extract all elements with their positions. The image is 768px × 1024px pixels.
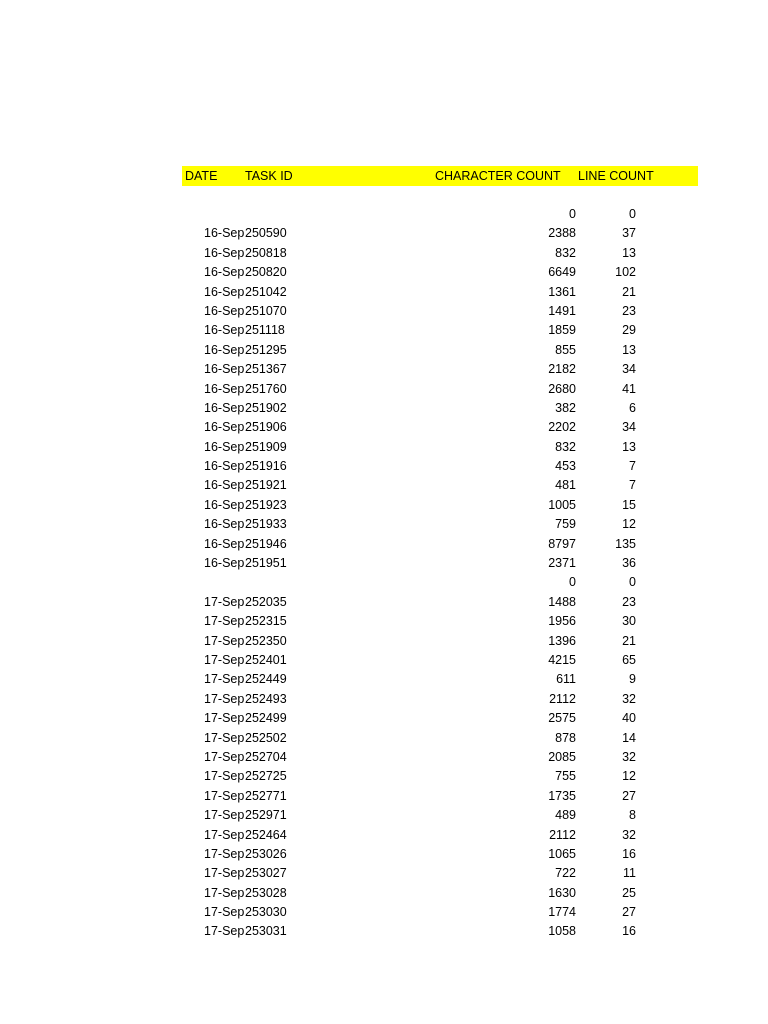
task-id-cell: 251367 — [245, 362, 287, 377]
character-count-cell: 0 — [569, 575, 576, 590]
line-count-cell: 32 — [622, 749, 636, 764]
line-count-cell: 7 — [629, 478, 636, 493]
task-id-cell: 253031 — [245, 924, 287, 939]
line-count-cell: 21 — [622, 633, 636, 648]
character-count-cell: 2371 — [548, 556, 576, 571]
table-row: 17-Sep 252771 1735 27 — [0, 787, 768, 806]
task-id-cell: 250818 — [245, 245, 287, 260]
line-count-cell: 12 — [622, 769, 636, 784]
task-id-cell: 251909 — [245, 439, 287, 454]
header-row — [182, 166, 698, 186]
task-id-cell: 252035 — [245, 594, 287, 609]
table-row: 17-Sep 252704 2085 32 — [0, 748, 768, 767]
character-count-cell: 832 — [555, 439, 576, 454]
line-count-cell: 16 — [622, 924, 636, 939]
character-count-cell: 722 — [555, 866, 576, 881]
character-count-cell: 1774 — [548, 905, 576, 920]
task-id-cell: 252771 — [245, 788, 287, 803]
header-task-id: TASK ID — [245, 169, 293, 183]
line-count-cell: 0 — [629, 207, 636, 221]
task-id-cell: 251916 — [245, 459, 287, 474]
header-date: DATE — [185, 169, 218, 183]
table-row: 17-Sep 253031 1058 16 — [0, 922, 768, 941]
task-id-cell: 252401 — [245, 652, 287, 667]
table-row — [0, 573, 768, 592]
character-count-cell: 1396 — [548, 633, 576, 648]
character-count-cell: 1488 — [548, 594, 576, 609]
line-count-cell: 27 — [622, 788, 636, 803]
character-count-cell: 8797 — [548, 536, 576, 551]
character-count-cell: 611 — [556, 672, 576, 687]
task-id-cell: 251946 — [245, 536, 287, 551]
line-count-cell: 25 — [622, 885, 636, 900]
task-id-cell: 253027 — [245, 866, 287, 881]
character-count-cell: 1491 — [548, 303, 576, 318]
line-count-cell: 34 — [622, 420, 636, 435]
task-id-cell: 253030 — [245, 905, 287, 920]
character-count-cell: 2388 — [548, 226, 576, 241]
character-count-cell: 855 — [555, 342, 576, 357]
task-id-cell: 251933 — [245, 517, 287, 532]
task-id-cell: 252350 — [245, 633, 287, 648]
task-id-cell: 251760 — [245, 381, 287, 396]
table-row: 16-Sep 250818 832 13 — [0, 244, 768, 263]
table-row: 16-Sep 251946 8797 135 — [0, 535, 768, 554]
line-count-cell: 102 — [615, 265, 636, 280]
line-count-cell: 135 — [615, 536, 636, 551]
task-id-cell: 252725 — [245, 769, 287, 784]
task-id-cell: 251902 — [245, 400, 287, 415]
line-count-cell: 11 — [623, 866, 636, 881]
task-id-cell: 251921 — [245, 478, 287, 493]
task-id-cell: 251042 — [245, 284, 287, 299]
character-count-cell: 2112 — [549, 691, 576, 706]
task-id-cell: 252971 — [245, 808, 287, 823]
table-row: 17-Sep 252502 878 14 — [0, 729, 768, 748]
table-row: 17-Sep 253027 722 11 — [0, 864, 768, 883]
line-count-cell: 13 — [622, 439, 636, 454]
character-count-cell: 2085 — [548, 749, 576, 764]
character-count-cell: 481 — [555, 478, 576, 493]
table-row: 17-Sep 252315 1956 30 — [0, 612, 768, 631]
table-row: 17-Sep 252725 755 12 — [0, 767, 768, 786]
character-count-cell: 6649 — [548, 265, 576, 280]
line-count-cell: 16 — [622, 846, 636, 861]
character-count-cell: 1735 — [548, 788, 576, 803]
line-count-cell: 13 — [622, 245, 636, 260]
character-count-cell: 0 — [569, 207, 576, 221]
task-id-cell: 252704 — [245, 749, 287, 764]
character-count-cell: 759 — [555, 517, 576, 532]
character-count-cell: 2680 — [548, 381, 576, 396]
table-row: 17-Sep 253028 1630 25 — [0, 884, 768, 903]
table-row: 17-Sep 252464 2112 32 — [0, 826, 768, 845]
line-count-cell: 6 — [629, 400, 636, 415]
table-row: 17-Sep 253030 1774 27 — [0, 903, 768, 922]
line-count-cell: 32 — [622, 691, 636, 706]
line-count-cell: 8 — [629, 808, 636, 823]
header-character-count: CHARACTER COUNT — [435, 169, 561, 183]
table-row: 17-Sep 253026 1065 16 — [0, 845, 768, 864]
line-count-cell: 65 — [622, 652, 636, 667]
header-line-count: LINE COUNT — [578, 169, 654, 183]
character-count-cell: 382 — [555, 400, 576, 415]
table-row — [0, 205, 768, 224]
line-count-cell: 41 — [622, 381, 636, 396]
character-count-cell: 1859 — [548, 323, 576, 338]
character-count-cell: 832 — [555, 245, 576, 260]
line-count-cell: 12 — [622, 517, 636, 532]
character-count-cell: 1005 — [548, 497, 576, 512]
table-row: 16-Sep 251923 1005 15 — [0, 496, 768, 515]
line-count-cell: 13 — [622, 342, 636, 357]
task-id-cell: 252502 — [245, 730, 287, 745]
task-id-cell: 250590 — [245, 226, 287, 241]
table-row: 16-Sep 251118 1859 29 — [0, 321, 768, 340]
line-count-cell: 34 — [622, 362, 636, 377]
task-id-cell: 251070 — [245, 303, 287, 318]
line-count-cell: 37 — [622, 226, 636, 241]
table-row: 17-Sep 252499 2575 40 — [0, 709, 768, 728]
table-row: 16-Sep 251367 2182 34 — [0, 360, 768, 379]
character-count-cell: 2202 — [548, 420, 576, 435]
line-count-cell: 29 — [622, 323, 636, 338]
line-count-cell: 7 — [629, 459, 636, 474]
table-row: 16-Sep 251933 759 12 — [0, 515, 768, 534]
table-row: 16-Sep 251909 832 13 — [0, 438, 768, 457]
task-id-cell: 252464 — [245, 827, 287, 842]
character-count-cell: 2575 — [548, 711, 576, 726]
task-id-cell: 251118 — [245, 323, 285, 338]
table-row: 16-Sep 251916 453 7 — [0, 457, 768, 476]
table-row: 16-Sep 251906 2202 34 — [0, 418, 768, 437]
line-count-cell: 40 — [622, 711, 636, 726]
task-id-cell: 252449 — [245, 672, 287, 687]
character-count-cell: 1630 — [548, 885, 576, 900]
table-row: 16-Sep 250820 6649 102 — [0, 263, 768, 282]
table-row: 16-Sep 251042 1361 21 — [0, 283, 768, 302]
line-count-cell: 21 — [622, 284, 636, 299]
line-count-cell: 23 — [622, 594, 636, 609]
line-count-cell: 0 — [629, 575, 636, 590]
table-row: 17-Sep 252971 489 8 — [0, 806, 768, 825]
task-id-cell: 253026 — [245, 846, 287, 861]
data-rows — [0, 205, 768, 942]
table-row: 16-Sep 251951 2371 36 — [0, 554, 768, 573]
line-count-cell: 27 — [622, 905, 636, 920]
character-count-cell: 4215 — [548, 652, 576, 667]
table-row: 16-Sep 250590 2388 37 — [0, 224, 768, 243]
character-count-cell: 1065 — [548, 846, 576, 861]
line-count-cell: 14 — [622, 730, 636, 745]
line-count-cell: 23 — [622, 303, 636, 318]
character-count-cell: 489 — [555, 808, 576, 823]
table-row: 16-Sep 251295 855 13 — [0, 341, 768, 360]
table-row: 17-Sep 252449 611 9 — [0, 670, 768, 689]
table-row: 16-Sep 251921 481 7 — [0, 476, 768, 495]
line-count-cell: 30 — [622, 614, 636, 629]
character-count-cell: 878 — [555, 730, 576, 745]
table-row: 17-Sep 252035 1488 23 — [0, 593, 768, 612]
table-row: 16-Sep 251070 1491 23 — [0, 302, 768, 321]
task-id-cell: 252493 — [245, 691, 287, 706]
character-count-cell: 2112 — [549, 827, 576, 842]
task-id-cell: 250820 — [245, 265, 287, 280]
table-row: 17-Sep 252493 2112 32 — [0, 690, 768, 709]
character-count-cell: 453 — [555, 459, 576, 474]
character-count-cell: 755 — [555, 769, 576, 784]
character-count-cell: 1956 — [548, 614, 576, 629]
character-count-cell: 2182 — [548, 362, 576, 377]
task-id-cell: 253028 — [245, 885, 287, 900]
task-id-cell: 252315 — [245, 614, 287, 629]
task-id-cell: 251923 — [245, 497, 287, 512]
line-count-cell: 9 — [629, 672, 636, 687]
table-row: 16-Sep 251760 2680 41 — [0, 380, 768, 399]
character-count-cell: 1058 — [548, 924, 576, 939]
task-id-cell: 252499 — [245, 711, 287, 726]
line-count-cell: 32 — [622, 827, 636, 842]
table-row: 17-Sep 252401 4215 65 — [0, 651, 768, 670]
line-count-cell: 15 — [622, 497, 636, 512]
table-row: 17-Sep 252350 1396 21 — [0, 632, 768, 651]
line-count-cell: 36 — [622, 556, 636, 571]
task-id-cell: 251295 — [245, 342, 287, 357]
task-id-cell: 251906 — [245, 420, 287, 435]
task-id-cell: 251951 — [245, 556, 287, 571]
table-row: 16-Sep 251902 382 6 — [0, 399, 768, 418]
character-count-cell: 1361 — [548, 284, 576, 299]
